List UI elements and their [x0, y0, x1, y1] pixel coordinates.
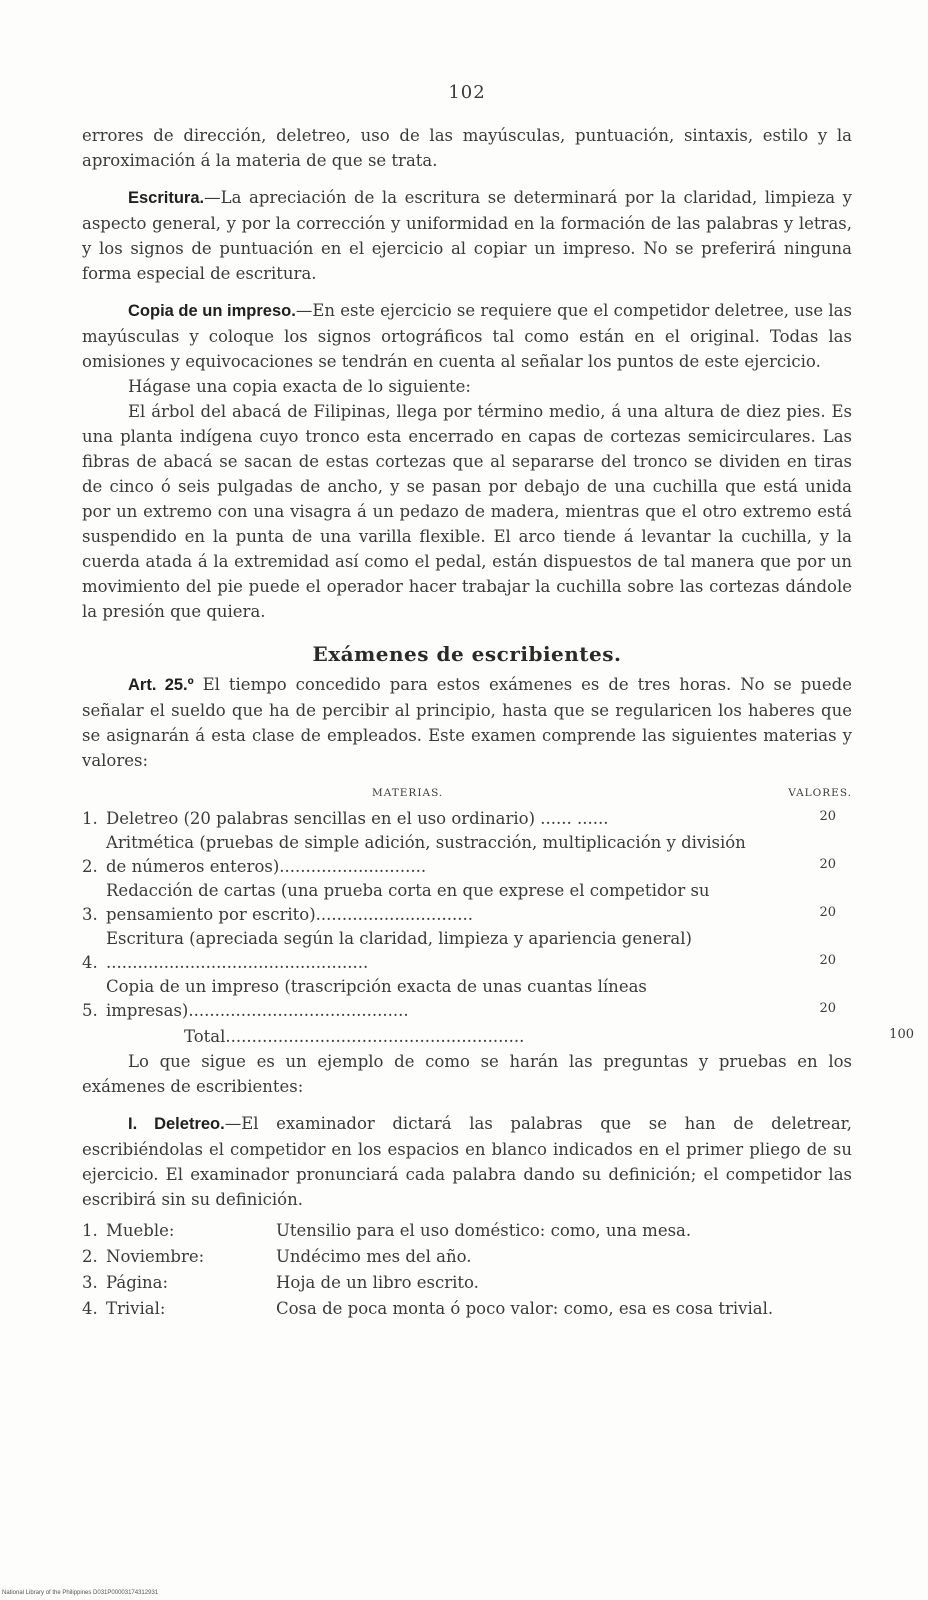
- vocab-number: 4.: [82, 1299, 98, 1318]
- document-page: [82, 82, 914, 1322]
- section-title: Exámenes de escribientes.: [312, 642, 622, 666]
- page-number: 102: [448, 82, 486, 103]
- list-item: [82, 1218, 852, 1244]
- vocab-word: Mueble:: [106, 1221, 175, 1240]
- footer-credit: National Library of the Philippines D031P00003174312931: [2, 1590, 159, 1596]
- vocab-word: Trivial:: [106, 1299, 166, 1318]
- paragraph-art-25: [82, 672, 852, 773]
- art-text: El tiempo concedido para estos exámenes es de tres horas. No se puede señalar el sueldo que ha de percibir al principio, hasta que se regularicen los haberes que se asignarán á esta clase de empleados. Este examen comprende las siguientes materias y valores:: [82, 675, 852, 770]
- row-number: 5.: [82, 1001, 98, 1020]
- paragraph-abaca: El árbol del abacá de Filipinas, llega por término medio, á una altura de diez pies. Es una planta indígena cuyo tronco esta encerrado en capas de cortezas semicirculares. Las fibras de abacá se sacan de estas cortezas que al separarse del tronco se dividen en tiras de cinco ó seis pulgadas de ancho, y se pasan por debajo de una cuchilla que está unida por un extremo con una visagra á un pedazo de madera, mientras que el otro extremo está suspendido en la punta de una varilla flexible. El arco tiende á levantar la cuchilla, y la cuerda atada á la extremidad así como el pedal, están dispuestos de tal manera que por un movimiento del pie puede el operador hacer trabajar la cuchilla sobre las cortezas dándole la presión que quiera.: [82, 402, 852, 621]
- row-value: 20: [819, 905, 836, 920]
- table-row: [82, 805, 852, 831]
- copia-heading: Copia de un impreso.: [128, 302, 296, 320]
- row-value: 20: [819, 857, 836, 872]
- table-header: [82, 787, 852, 799]
- paragraph-hagase: Hágase una copia exacta de lo siguiente:: [128, 377, 471, 396]
- paragraph-deletreo: [82, 1111, 852, 1212]
- list-item: [82, 1270, 852, 1296]
- vocab-number: 3.: [82, 1273, 98, 1292]
- row-value: 20: [819, 1001, 836, 1016]
- list-item: [82, 1296, 852, 1322]
- table-row: [82, 879, 852, 927]
- table-row: [82, 975, 852, 1023]
- row-number: 1.: [82, 809, 98, 828]
- row-text: Escritura (apreciada según la claridad, limpieza y apariencia general) ..................................................: [106, 929, 692, 972]
- row-number: 4.: [82, 953, 98, 972]
- art-heading: Art. 25.º: [128, 676, 194, 694]
- vocab-definition: Hoja de un libro escrito.: [276, 1273, 479, 1292]
- column-valores: VALORES.: [788, 787, 852, 799]
- total-label: Total.........................................................: [184, 1027, 525, 1046]
- row-value: 20: [819, 809, 836, 824]
- paragraph-copia: [82, 298, 852, 374]
- vocab-definition: Cosa de poca monta ó poco valor: como, esa es cosa trivial.: [276, 1299, 774, 1318]
- vocab-number: 2.: [82, 1247, 98, 1266]
- row-value: 20: [819, 953, 836, 968]
- row-text: Copia de un impreso (trascripción exacta de unas cuantas líneas impresas)..........................................: [106, 977, 647, 1020]
- row-text: Deletreo (20 palabras sencillas en el uso ordinario) ...... ......: [106, 809, 609, 828]
- table-row: [82, 831, 852, 879]
- deletreo-heading: I. Deletreo.: [128, 1115, 225, 1133]
- vocab-definition: Undécimo mes del año.: [276, 1247, 472, 1266]
- materias-table: [82, 805, 914, 1049]
- table-row: [82, 927, 852, 975]
- vocab-word: Página:: [106, 1273, 169, 1292]
- copia-text: —En este ejercicio se requiere que el competidor deletree, use las mayúsculas y coloque los signos ortográficos tal como están en el original. Todas las omisiones y equivocaciones se tendrán en cuenta al señalar los puntos de este ejercicio.: [82, 301, 852, 371]
- paragraph-errores: errores de dirección, deletreo, uso de las mayúsculas, puntuación, sintaxis, estilo y la aproximación á la materia de que se trata.: [82, 126, 852, 170]
- escritura-heading: Escritura.: [128, 189, 205, 207]
- paragraph-after-table: Lo que sigue es un ejemplo de como se harán las preguntas y pruebas en los exámenes de escribientes:: [82, 1052, 852, 1096]
- row-number: 2.: [82, 857, 98, 876]
- row-number: 3.: [82, 905, 98, 924]
- paragraph-escritura: [82, 185, 852, 286]
- column-materias: MATERIAS.: [372, 787, 444, 799]
- vocab-definition: Utensilio para el uso doméstico: como, una mesa.: [276, 1221, 692, 1240]
- total-value: 100: [889, 1027, 914, 1042]
- vocab-number: 1.: [82, 1221, 98, 1240]
- vocab-list: [82, 1218, 852, 1322]
- vocab-word: Noviembre:: [106, 1247, 205, 1266]
- row-text: Redacción de cartas (una prueba corta en que exprese el competidor su pensamiento por escrito)..............................: [106, 881, 710, 924]
- escritura-text: —La apreciación de la escritura se determinará por la claridad, limpieza y aspecto general, y por la corrección y uniformidad en la formación de las palabras y letras, y los signos de puntuación en el ejercicio al copiar un impreso. No se preferirá ninguna forma especial de escritura.: [82, 188, 852, 283]
- row-text: Aritmética (pruebas de simple adición, sustracción, multiplicación y división de números enteros)............................: [106, 833, 746, 876]
- table-total-row: [82, 1023, 914, 1049]
- list-item: [82, 1244, 852, 1270]
- deletreo-text: —El examinador dictará las palabras que se han de deletrear, escribiéndolas el competidor en los espacios en blanco indicados en el primer pliego de su ejercicio. El examinador pronunciará cada palabra dando su definición; el competidor las escribirá sin su definición.: [82, 1114, 852, 1209]
